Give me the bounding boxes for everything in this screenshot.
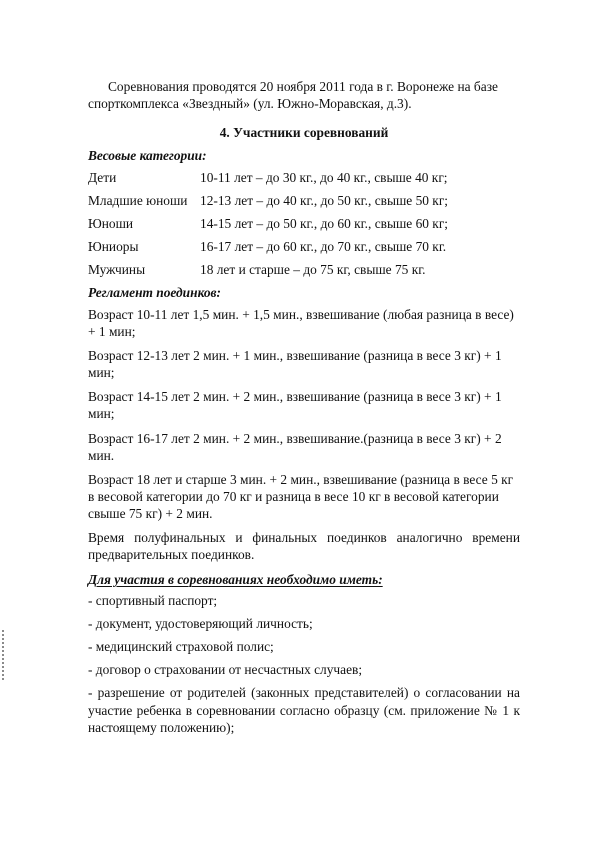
requirement-item: - медицинский страховой полис; <box>88 639 274 655</box>
section-title: 4. Участники соревнований <box>219 125 389 141</box>
category-detail: 12-13 лет – до 40 кг., до 50 кг., свыше 50 кг; <box>200 192 449 208</box>
category-name: Младшие юноши <box>88 192 188 208</box>
bout-rule: Возраст 16-17 лет 2 мин. + 2 мин., взвешивание.(разница в весе 3 кг) + 2 мин. <box>88 430 502 463</box>
bout-rule: Возраст 18 лет и старше 3 мин. + 2 мин., взвешивание (разница в весе 5 кг в весовой категории до 70 кг и разница в весе 10 кг в весовой категории свыше 75 кг) + 2 мин. <box>88 471 514 522</box>
scan-margin-mark <box>2 630 7 680</box>
finals-note: Время полуфинальных и финальных поединков аналогично времени предварительных поединков. <box>88 530 520 563</box>
weight-category-row <box>88 215 520 232</box>
bout-rule: Возраст 10-11 лет 1,5 мин. + 1,5 мин., взвешивание (любая разница в весе) + 1 мин; <box>88 306 514 339</box>
bout-rules-list <box>88 306 520 523</box>
requirements-list <box>88 592 520 736</box>
category-name: Мужчины <box>88 262 146 278</box>
category-detail: 16-17 лет – до 60 кг., до 70 кг., свыше 70 кг. <box>200 239 447 255</box>
bout-rule: Возраст 12-13 лет 2 мин. + 1 мин., взвешивание (разница в весе 3 кг) + 1 мин; <box>88 347 502 381</box>
requirement-item: - разрешение от родителей (законных представителей) о согласовании на участие ребенка в соревновании согласно образцу (см. приложение № 1 к настоящему положению); <box>88 685 520 735</box>
category-name: Юниоры <box>88 239 139 255</box>
weight-category-row <box>88 192 520 209</box>
weight-categories-list <box>88 169 520 279</box>
requirement-item: - спортивный паспорт; <box>88 592 218 608</box>
category-detail: 18 лет и старше – до 75 кг, свыше 75 кг. <box>200 262 426 278</box>
bout-rules-heading: Регламент поединков: <box>88 285 221 301</box>
category-name: Юноши <box>88 215 134 231</box>
document-page <box>88 78 520 742</box>
requirement-item: - документ, удостоверяющий личность; <box>88 615 313 631</box>
weight-category-row <box>88 261 520 278</box>
intro-paragraph: Соревнования проводятся 20 ноября 2011 года в г. Воронеже на базе спорткомплекса «Звездный» (ул. Южно-Моравская, д.3). <box>88 79 498 112</box>
weight-category-row <box>88 238 520 255</box>
weight-categories-heading: Весовые категории: <box>88 148 207 164</box>
requirement-item: - договор о страховании от несчастных случаев; <box>88 662 363 678</box>
requirements-heading: Для участия в соревнованиях необходимо иметь: <box>88 571 383 587</box>
weight-category-row <box>88 169 520 186</box>
category-name: Дети <box>88 169 117 185</box>
category-detail: 10-11 лет – до 30 кг., до 40 кг., свыше 40 кг; <box>200 169 448 185</box>
bout-rule: Возраст 14-15 лет 2 мин. + 2 мин., взвешивание (разница в весе 3 кг) + 1 мин; <box>88 389 502 422</box>
category-detail: 14-15 лет – до 50 кг., до 60 кг., свыше 60 кг; <box>200 215 449 231</box>
